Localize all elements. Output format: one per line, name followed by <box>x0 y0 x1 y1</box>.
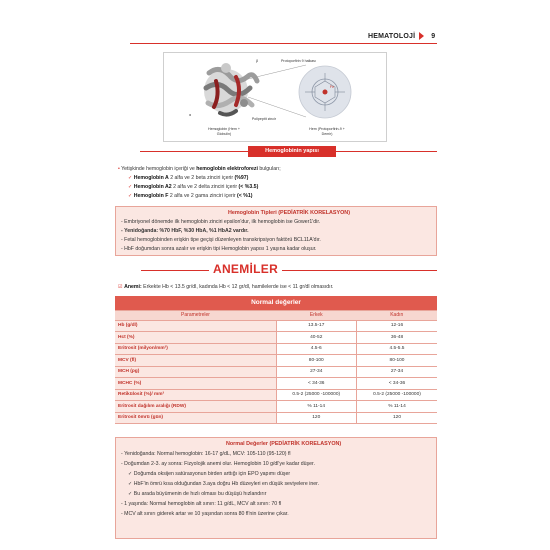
anemiler-rule-right <box>282 270 437 271</box>
pedia1-line-4: - HbF doğumdan sonra azalır ve erişkin tipi Hemoglobin yapısı 1 yaşına kadar oluşur. <box>121 246 317 252</box>
table-cell-param: MCV (fl) <box>115 355 276 367</box>
table-cell-kadin: 4.5-5.5 <box>357 343 438 355</box>
normal-values-table <box>115 296 437 424</box>
pediatric-box-normal-values <box>115 437 437 539</box>
table-cell-erkek: < 34-36 <box>276 378 357 390</box>
table-cell-param: MCHC (%) <box>115 378 276 390</box>
table-cell-param: Hb (g/dl) <box>115 320 276 332</box>
pediatric-box-hb-types <box>115 206 437 256</box>
table-row <box>115 401 437 413</box>
pedia2-line-6: - 1 yaşında: Normal hemoglobin alt sınırı: 11 g/dL, MCV alt sınırı: 70 fl <box>121 501 282 507</box>
triangle-marker-icon <box>419 32 424 40</box>
pedia2-line-7: - MCV alt sınırı giderek artar ve 10 yaşından sonra 80 fl'nin üzerine çıkar. <box>121 511 289 517</box>
header-param: Parametreler <box>115 310 276 320</box>
heme-molecule-graphic <box>299 66 351 118</box>
table-cell-kadin: 12-16 <box>357 320 438 332</box>
figure-caption: Hemoglobinin yapısı <box>248 146 336 157</box>
table-cell-kadin: 36-48 <box>357 332 438 344</box>
pediatric-box-title: Hemoglobin Tipleri (PEDİATRİK KORELASYON) <box>228 210 350 216</box>
table-cell-kadin: 120 <box>357 412 438 424</box>
checkbox-icon: ☑ <box>118 284 125 290</box>
check-icon: ✓ <box>128 175 134 181</box>
section-title-anemiler: ANEMİLER <box>213 262 279 276</box>
label-alpha: α <box>188 113 192 117</box>
table-cell-erkek: 120 <box>276 412 357 424</box>
table-cell-erkek: 4.5-6 <box>276 343 357 355</box>
pediatric-box-title: Normal Değerler (PEDİATRİK KORELASYON) <box>226 441 342 447</box>
pedia2-line-5: ✓ Bu arada büyümenin de hızlı olması bu düşüşü hızlandırır <box>128 491 267 497</box>
table-cell-kadin: % 11-14 <box>357 401 438 413</box>
label-hemoglobin: Hemoglobin (Hem + Globulin) <box>207 127 241 136</box>
pedia2-line-2: - Doğumdan 2-3. ay sonra: Fizyolojik anemi olur. Hemoglobin 10 g/dl'ye kadar düşer. <box>121 461 315 467</box>
table-cell-erkek: % 11-14 <box>276 401 357 413</box>
label-hem: Hem (Protoporfirin-9 + Demir) <box>309 127 345 136</box>
table-cell-kadin: 80-100 <box>357 355 438 367</box>
header-rule <box>130 43 437 44</box>
table-row <box>115 366 437 378</box>
pedia2-line-1: - Yenidoğanda: Normal hemoglobin: 16-17 g/dL, MCV: 105-110 (95-120) fl <box>121 451 291 457</box>
intro-item-f: ✓ Hemoglobin F 2 alfa ve 2 gama zinciri içerir (< %1) <box>128 193 253 199</box>
table-row <box>115 355 437 367</box>
intro-item-a: ✓ Hemoglobin A 2 alfa ve 2 beta zinciri içerir (%97) <box>128 175 249 181</box>
label-polipeptit: Polipeptit zincir <box>251 117 277 121</box>
table-row <box>115 378 437 390</box>
anemiler-rule-left <box>141 270 209 271</box>
header-erkek: Erkek <box>276 310 357 320</box>
intro-item-a2: ✓ Hemoglobin A2 2 alfa ve 2 delta zinciri içerir (< %3.5) <box>128 184 259 190</box>
label-protoporfirin: Protoporfirin 9 halkası <box>281 59 316 63</box>
table-row <box>115 332 437 344</box>
pedia2-line-4: ✓ HbF'in ömrü kısa olduğundan 3.aya doğru Hb düzeyleri en düşük seviyelere iner. <box>128 481 320 487</box>
table-cell-param: Retikülosit (%)/ mm³ <box>115 389 276 401</box>
label-fe: Fe <box>329 85 335 89</box>
table-cell-param: Eritrosit (milyon/mm³) <box>115 343 276 355</box>
table-cell-erkek: 27-34 <box>276 366 357 378</box>
hemoglobin-figure <box>163 52 387 142</box>
table-cell-kadin: 0.5-2 (25000 -100000) <box>357 389 438 401</box>
table-cell-param: Hct (%) <box>115 332 276 344</box>
table-cell-param: Eritrosit dağılım aralığı (RDW) <box>115 401 276 413</box>
hemoglobin-protein-graphic <box>204 63 257 115</box>
table-cell-erkek: 40-52 <box>276 332 357 344</box>
pedia2-line-3: ✓ Doğumda oksijen satürasyonun birden arttığı için EPO yapımı düşer <box>128 471 291 477</box>
table-header-row <box>115 310 437 320</box>
table-row <box>115 343 437 355</box>
table-row <box>115 389 437 401</box>
table-cell-erkek: 13.5-17 <box>276 320 357 332</box>
anemi-definition: ☑ Anemi: Erkekte Hb < 13.5 gr/dl, kadında Hb < 12 gr/dl, hamilelerde ise < 11 gr/dl olmasıdır. <box>118 284 334 290</box>
table-cell-kadin: < 34-36 <box>357 378 438 390</box>
table-row <box>115 412 437 424</box>
bullet-icon: • <box>118 166 122 172</box>
check-icon: ✓ <box>128 193 134 199</box>
table-title-row <box>115 296 437 310</box>
table-cell-param: Eritrosit ömrü (gün) <box>115 412 276 424</box>
table-title: Normal değerler <box>115 296 437 310</box>
table-cell-param: MCH (pg) <box>115 366 276 378</box>
label-beta: β <box>255 59 259 63</box>
table-cell-kadin: 27-34 <box>357 366 438 378</box>
page-header <box>368 30 435 42</box>
pedia1-line-1: - Embriyonel dönemde ilk hemoglobin zinciri epsilon'dur, ilk hemoglobin ise Gower1'dir. <box>121 219 321 225</box>
check-icon: ✓ <box>128 184 134 190</box>
pedia1-line-2: - Yenidoğanda: %70 HbF, %30 HbA, %1 HbA2 vardır. <box>121 228 249 234</box>
hemoglobin-illustration <box>164 53 388 143</box>
intro-line: • Yetişkinde hemoglobin içeriği ve hemoglobin elektroforezi bulguları; <box>118 166 281 172</box>
table-cell-erkek: 80-100 <box>276 355 357 367</box>
page-number: 9 <box>431 32 436 40</box>
header-kadin: Kadın <box>357 310 438 320</box>
table-row <box>115 320 437 332</box>
pedia1-line-3: - Fetal hemoglobinden erişkin tipe geçişi düzenleyen transkripsiyon faktörü BCL11A'dır. <box>121 237 321 243</box>
header-title: HEMATOLOJİ <box>368 32 416 40</box>
table-cell-erkek: 0.5-2 (25000 -100000) <box>276 389 357 401</box>
